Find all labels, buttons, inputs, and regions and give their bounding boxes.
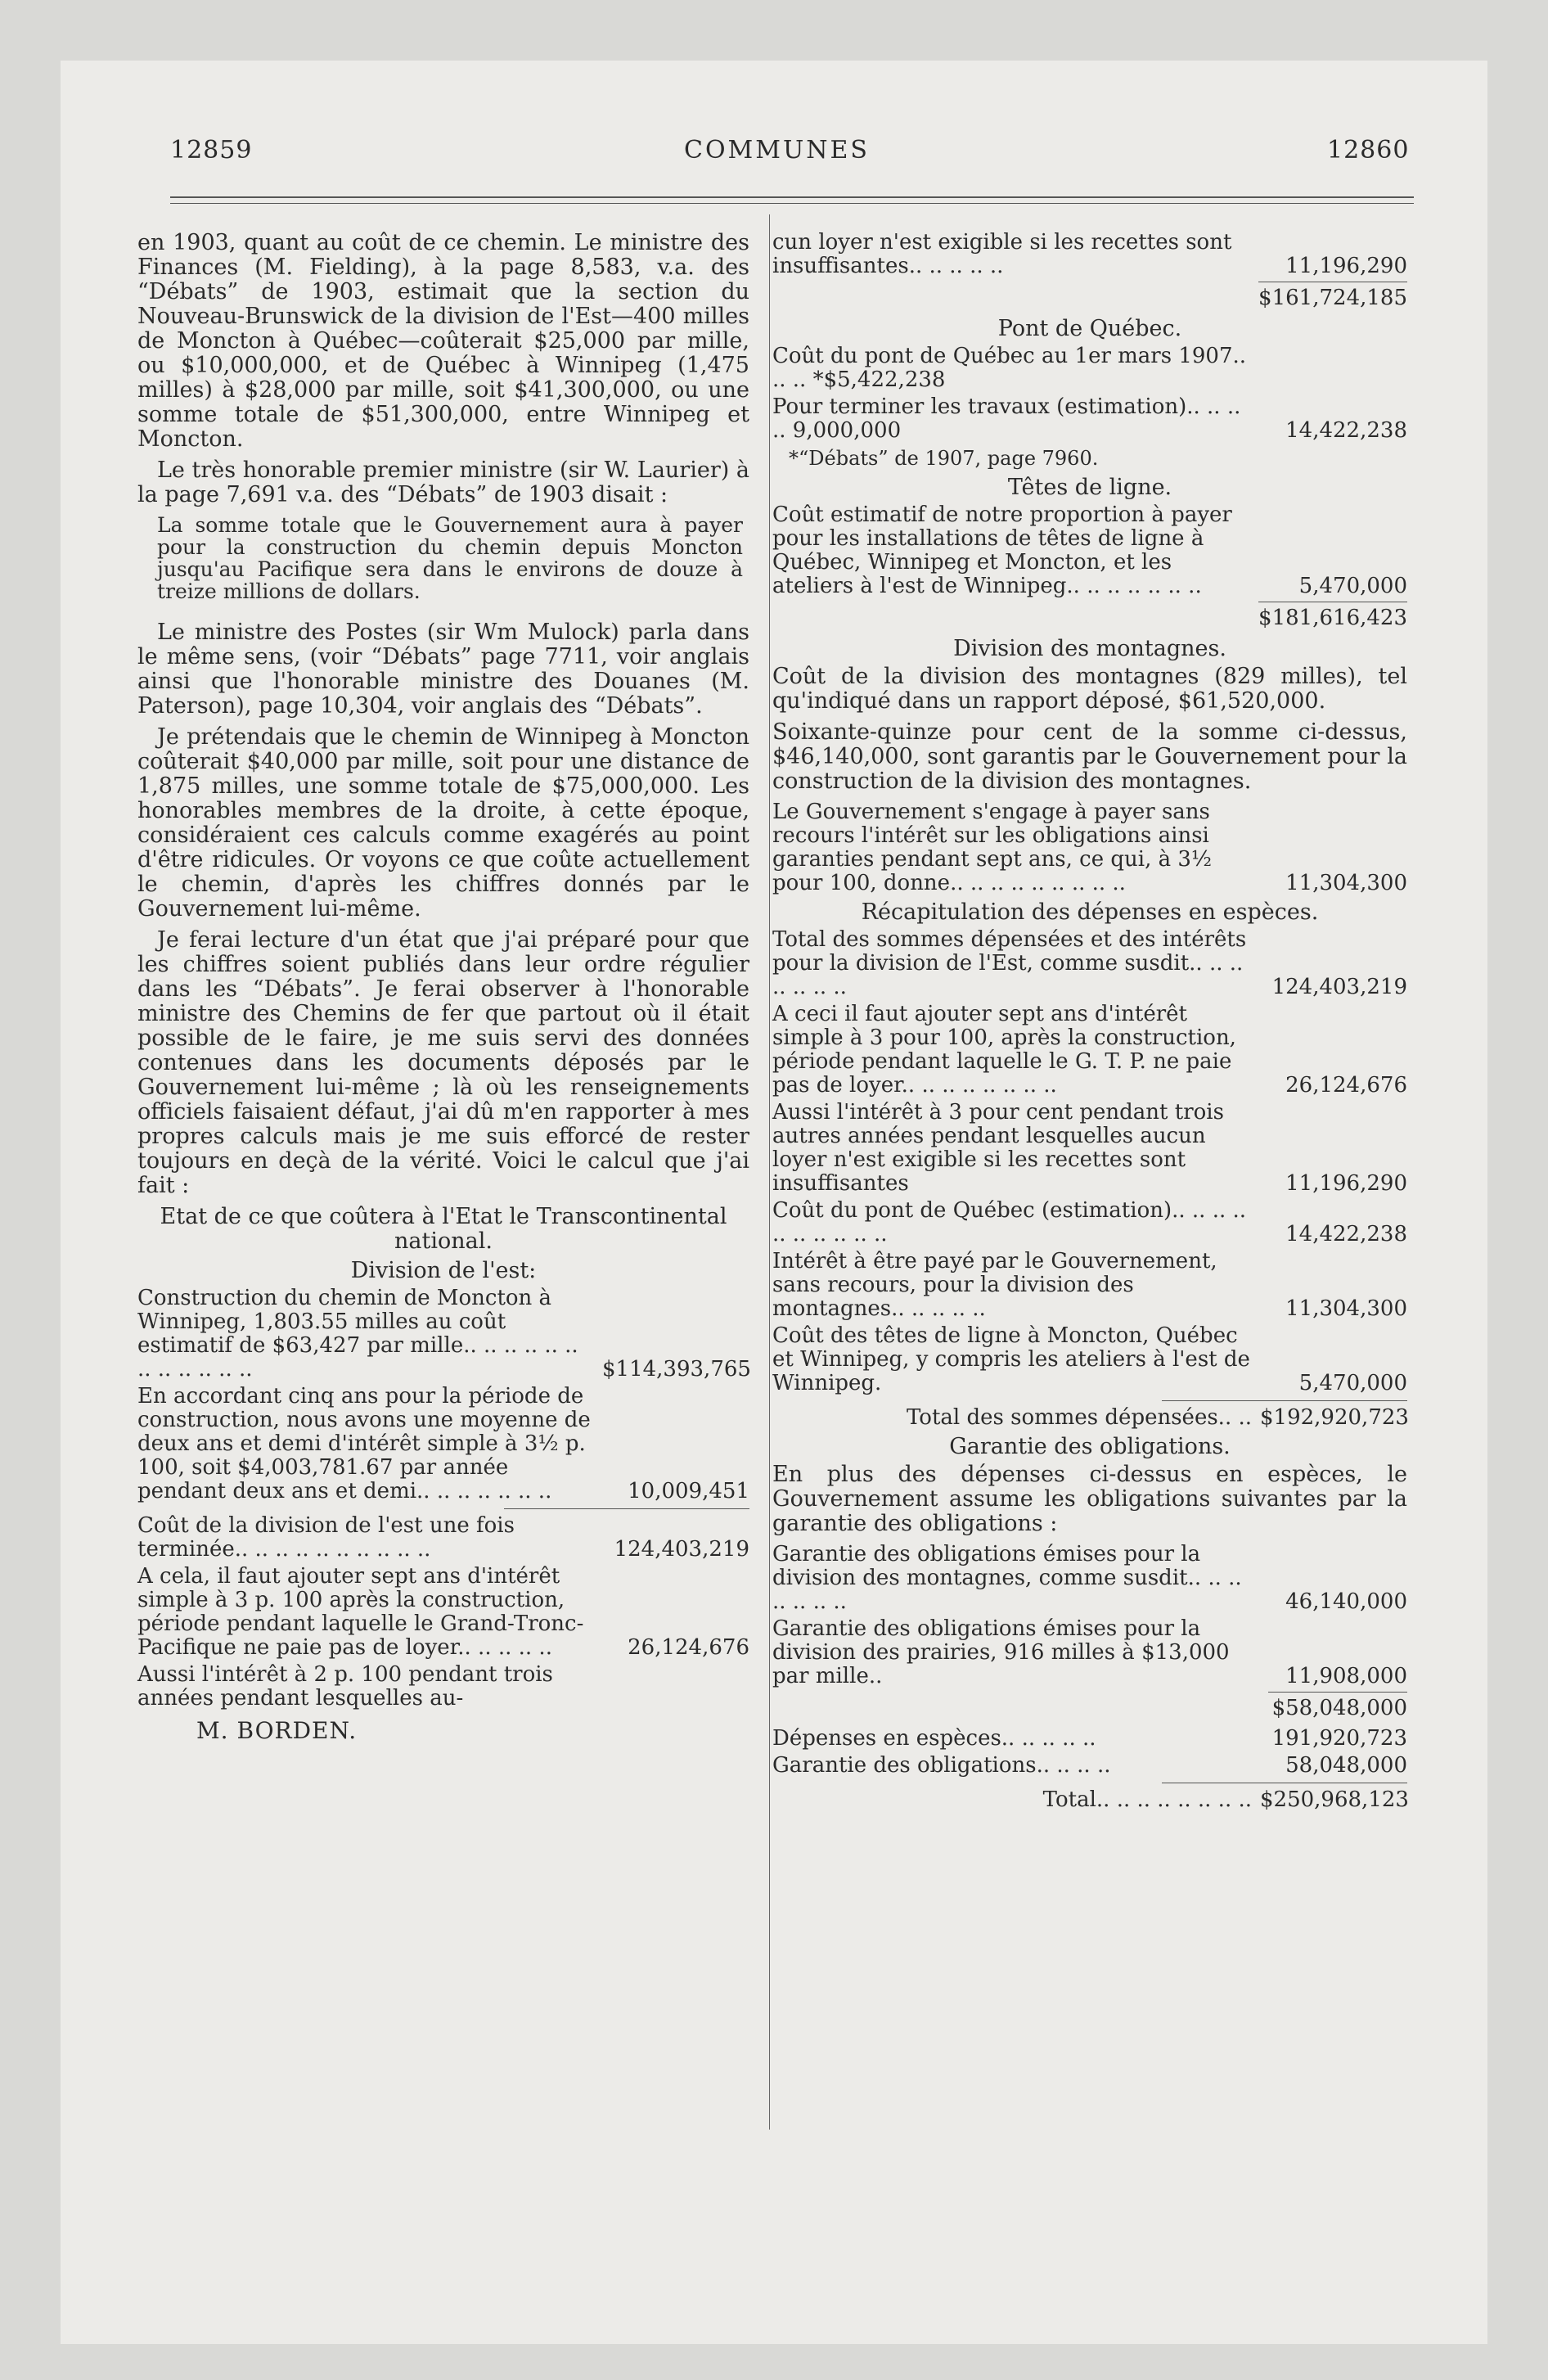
ledger-label: Aussi l'intérêt à 2 p. 100 pendant trois années pendant lesquelles au- [137,1662,553,1711]
ledger-amount: 11,304,300 [1285,871,1407,895]
ledger-amount: 10,009,451 [628,1479,749,1503]
subtotal [772,282,1407,310]
ledger-row [772,503,1407,598]
section-heading: Division des montagnes. [953,636,1226,661]
paragraph: En plus des dépenses ci-dessus en espèces, le Gouvernement assume les obligations suivantes par la garantie des obligations : [772,1462,1407,1536]
page-number-left: 12859 [170,136,253,165]
statement-title: Etat de ce que coûtera à l'Etat le Transcontinental national. [160,1204,727,1254]
ledger-amount: 191,920,723 [1271,1726,1407,1751]
ledger-row [772,1101,1407,1196]
paragraph: Le très honorable premier ministre (sir W. Laurier) à la page 7,691 v.a. des “Débats” de 1903 disait : [137,458,749,507]
ledger-row [137,1385,749,1503]
subtotal-amount: $181,616,423 [1258,602,1407,630]
ledger-row [772,800,1407,895]
ledger-amount: 14,422,238 [1285,418,1407,443]
ledger-row [772,345,1407,392]
ledger-label: Coût des têtes de ligne à Moncton, Québec et Winnipeg, y compris les ateliers à l'est de Winnipeg. [772,1323,1250,1395]
running-title: COMMUNES [684,136,870,165]
section-heading: Têtes de ligne. [1007,475,1172,500]
left-column [137,231,749,1744]
header-rule [170,196,1414,198]
ledger-label: Dépenses en espèces.. .. .. .. .. [772,1726,1096,1751]
ledger-label: Construction du chemin de Moncton à Winnipeg, 1,803.55 milles au coût estimatif de $63,427 par mille.. .. .. .. .. .. .. .. .. .. .. .. [137,1286,578,1382]
ledger-label: Coût du pont de Québec (estimation).. .. .. .. .. .. .. .. .. .. [772,1198,1247,1246]
ledger-amount: 11,908,000 [1285,1664,1407,1688]
ledger-amount: 11,304,300 [1285,1296,1407,1321]
sum-rule [504,1508,749,1509]
ledger-label: Total.. .. .. .. .. .. .. .. [1042,1787,1252,1812]
ledger-label: Garantie des obligations émises pour la division des prairies, 916 milles à $13,000 par mille.. [772,1616,1230,1688]
ledger-row [137,1565,749,1660]
ledger-row [137,1287,749,1382]
ledger-row [772,1250,1407,1321]
ledger-label: Coût de la division de l'est une fois terminée.. .. .. .. .. .. .. .. .. .. [137,1513,515,1562]
ledger-amount: 46,140,000 [1285,1589,1407,1614]
ledger-label: Le Gouvernement s'engage à payer sans recours l'intérêt sur les obligations ainsi garanties pendant sept ans, ce qui, à 3½ pour 100, donne.. .. .. .. .. .. .. .. .. [772,800,1213,895]
ledger-row [772,1324,1407,1395]
section-heading: Pont de Québec. [997,316,1182,341]
ledger-label: A ceci il faut ajouter sept ans d'intérêt simple à 3 pour 100, après la construction, période pendant laquelle le G. T. P. ne paie pas de loyer.. .. .. .. .. .. .. .. [772,1002,1236,1098]
ledger-row [772,928,1407,999]
section-heading: Division de l'est: [350,1258,537,1283]
ledger-label: Aussi l'intérêt à 3 pour cent pendant trois autres années pendant lesquelles aucun loyer n'est exigible si les recettes sont insuffisantes [772,1100,1224,1196]
paragraph: Coût de la division des montagnes (829 milles), tel qu'indiqué dans un rapport déposé, $61,520,000. [772,664,1407,714]
ledger-row [772,1003,1407,1098]
paragraph: Je prétendais que le chemin de Winnipeg à Moncton coûterait $40,000 par mille, soit pour une distance de 1,875 milles, une somme totale de $75,000,000. Les honorables membres de la droite, à cette époque, considéraient ces calculs comme exagérés au point d'être ridicules. Or voyons ce que coûte actuellement le chemin, d'après les chiffres donnés par le Gouvernement lui-même. [137,724,749,922]
ledger-label: Coût du pont de Québec au 1er mars 1907.. .. .. *$5,422,238 [772,344,1247,392]
ledger-amount: 11,196,290 [1285,254,1407,278]
speaker-signature: M. BORDEN. [196,1717,358,1744]
ledger-row [772,231,1407,278]
ledger-row [137,1514,749,1562]
paragraph: Soixante-quinze pour cent de la somme ci-dessus, $46,140,000, sont garantis par le Gouvernement pour la construction de la division des montagnes. [772,719,1407,794]
ledger-label: Intérêt à être payé par le Gouvernement, sans recours, pour la division des montagnes.. .. .. .. .. [772,1249,1217,1321]
subtotal-amount: $161,724,185 [1258,282,1407,310]
ledger-label: A cela, il faut ajouter sept ans d'intérêt simple à 3 p. 100 après la construction, période pendant laquelle le Grand-Tronc-Pacifique ne paie pas de loyer.. .. .. .. .. [137,1564,584,1660]
ledger-amount: 5,470,000 [1298,1371,1407,1395]
ledger-label: Pour terminer les travaux (estimation).. .. .. .. 9,000,000 [772,394,1241,443]
column-divider [769,214,770,2130]
ledger-amount: $114,393,765 [602,1357,751,1382]
ledger-amount: 11,196,290 [1285,1171,1407,1196]
ledger-row [772,395,1407,443]
section-heading: Récapitulation des dépenses en espèces. [861,899,1319,925]
ledger-label: Garantie des obligations.. .. .. .. [772,1753,1111,1778]
paragraph: Le ministre des Postes (sir Wm Mulock) parla dans le même sens, (voir “Débats” page 7711, voir anglais ainsi que l'honorable ministre des Douanes (M. Paterson), page 10,304, voir anglais des “Débats”. [137,620,749,719]
ledger-amount: 26,124,676 [628,1635,749,1660]
ledger-label: Coût estimatif de notre proportion à payer pour les installations de têtes de ligne à Québec, Winnipeg et Moncton, et les ateliers à l'est de Winnipeg.. .. .. .. .. .. .. [772,503,1232,598]
ledger-row [772,1617,1407,1688]
page-number-right: 12860 [1327,136,1410,165]
ledger-row [772,1727,1407,1751]
quotation: La somme totale que le Gouvernement aura à payer pour la construction du chemin depuis Moncton jusqu'au Pacifique sera dans le environs de douze à treize millions de dollars. [157,513,743,603]
ledger-amount: 58,048,000 [1285,1753,1407,1778]
ledger-amount: $192,920,723 [1260,1405,1409,1430]
ledger-label: cun loyer n'est exigible si les recettes sont insuffisantes.. .. .. .. .. [772,230,1232,278]
grand-total-row [772,1788,1407,1812]
ledger-amount: 124,403,219 [614,1537,749,1562]
ledger-amount: 5,470,000 [1298,574,1407,598]
footnote: *“Débats” de 1907, page 7960. [789,447,1099,470]
ledger-label: Garantie des obligations émises pour la division des montagnes, comme susdit.. .. .. .. .. .. .. [772,1542,1242,1614]
ledger-amount: 124,403,219 [1271,975,1407,999]
ledger-amount: 26,124,676 [1285,1073,1407,1098]
ledger-label: Total des sommes dépensées et des intérêts pour la division de l'Est, comme susdit.. .. .. .. .. .. .. [772,927,1247,999]
sum-rule [1162,1400,1407,1401]
paragraph: en 1903, quant au coût de ce chemin. Le ministre des Finances (M. Fielding), à la page 8,583, v.a. des “Débats” de 1903, estimait que la section du Nouveau-Brunswick de la division de l'Est—400 milles de Moncton à Québec—coûterait $25,000 par mille, ou $10,000,000, et de Québec à Winnipeg (1,475 milles) à $28,000 par mille, soit $41,300,000, ou une somme totale de $51,300,000, entre Winnipeg et Moncton. [137,230,749,452]
ledger-total-row [772,1406,1407,1430]
right-column [772,231,1407,1815]
paragraph: Je ferai lecture d'un état que j'ai préparé pour que les chiffres soient publiés dans leur ordre régulier dans les “Débats”. Je ferai observer à l'honorable ministre des Chemins de fer que partout où il était possible de le faire, je me suis servi des données contenues dans les documents déposés par le Gouvernement lui-même ; là où les renseignements officiels faisaient défaut, j'ai dû m'en rapporter à mes propres calculs mais je me suis efforcé de rester toujours en deçà de la vérité. Voici le calcul que j'ai fait : [137,927,749,1198]
section-heading: Garantie des obligations. [949,1434,1231,1459]
ledger-label: En accordant cinq ans pour la période de construction, nous avons une moyenne de deux ans et demi d'intérêt simple à 3½ p. 100, soit $4,003,781.67 par année pendant deux ans et demi.. .. .. .. .. .. .. [137,1384,591,1503]
subtotal-amount: $58,048,000 [1268,1692,1407,1720]
ledger-row [772,1199,1407,1246]
ledger-label: Total des sommes dépensées.. .. [906,1405,1252,1430]
ledger-row [772,1543,1407,1614]
subtotal [772,602,1407,630]
ledger-amount: 14,422,238 [1285,1222,1407,1246]
ledger-row [137,1663,749,1711]
ledger-amount: $250,968,123 [1260,1787,1409,1812]
ledger-row [772,1754,1407,1778]
subtotal [772,1692,1407,1720]
header-rule-thin [170,203,1414,204]
